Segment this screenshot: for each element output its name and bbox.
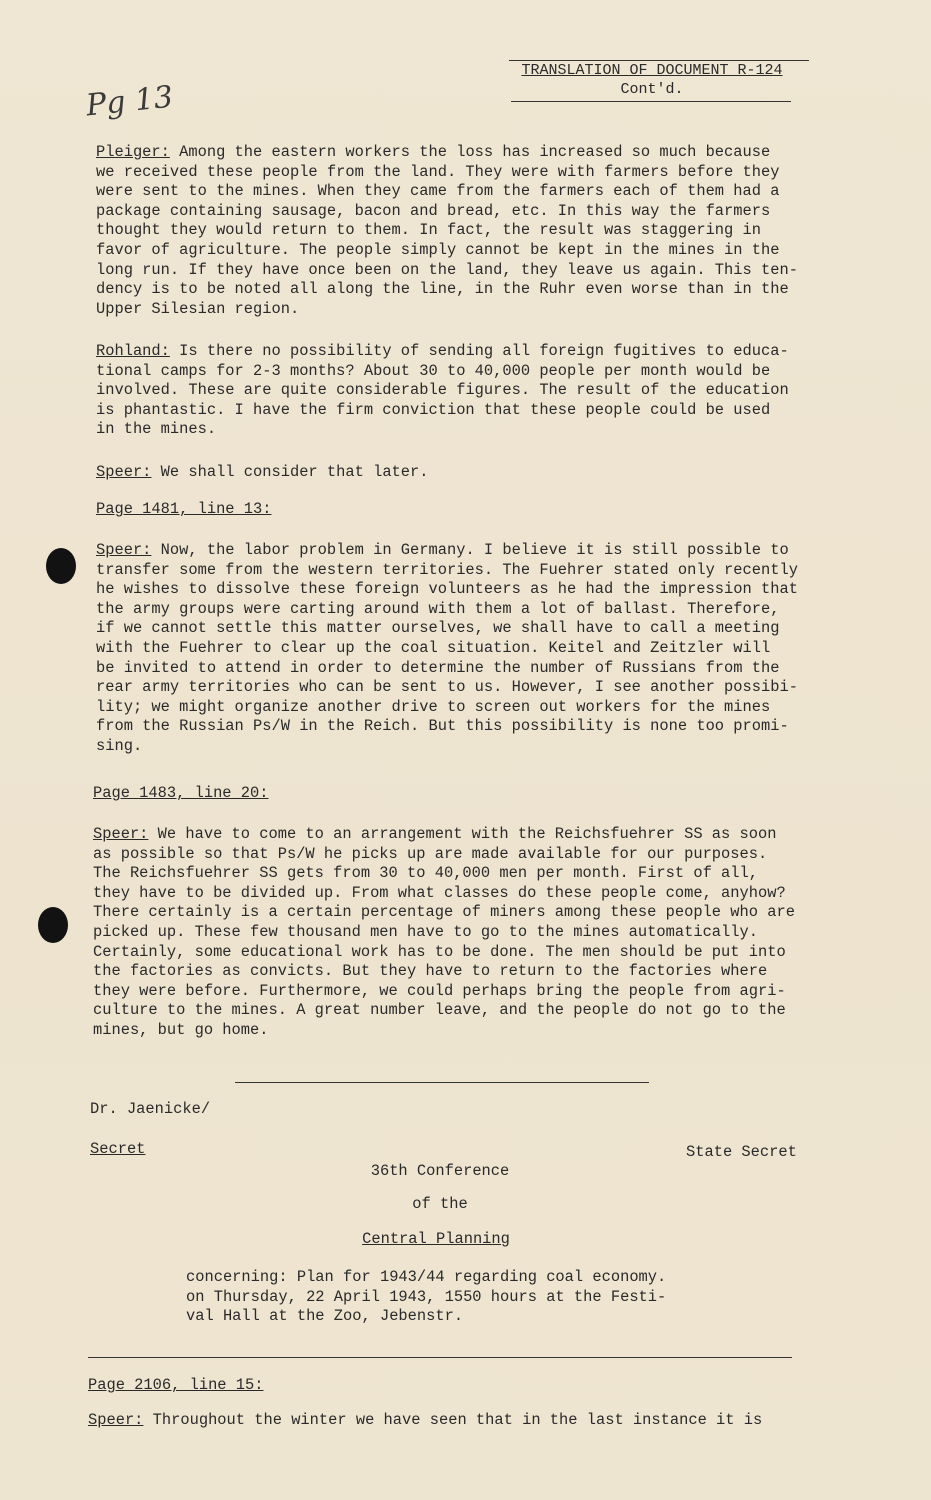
conference-of-the: of the (412, 1195, 468, 1213)
paragraph-text: Now, the labor problem in Germany. I believe it is still possible to transfer some from the western territories. The Fuehrer stated only recently he wishes to dissolve these foreign volunteers as he had the impression that the army groups were carting around with them a lot of ballast. Therefore, if we cannot settle this matter ourselves, we shall have to call a meeting with the Fuehrer to clear up the coal situation. Keitel and Zeitzler will be invited to attend in order to determine the number of Russians from the rear army territories who can be sent to us. However, I see another possibi- lity; we might organize another drive to screen out workers for the mines from the Russian Ps/W in the Reich. But this possibility is none too promi- sing. (96, 541, 798, 755)
punch-hole-bottom (38, 907, 68, 943)
paragraph-text: Is there no possibility of sending all foreign fugitives to educa- tional camps for 2-3 months? About 30 to 40,000 people per month would be involved. These are quite considerable figures. The result of the education is phantastic. I have the firm conviction that these people could be used in the mines. (96, 342, 789, 439)
paragraph-pleiger (96, 143, 856, 319)
paragraph-speer-labor (96, 541, 856, 757)
header-bottom-rule (511, 101, 791, 102)
speaker-label: Speer: (93, 825, 149, 843)
paragraph-text: We shall consider that later. (151, 463, 429, 481)
section-heading-1481: Page 1481, line 13: (96, 500, 272, 518)
speaker-label: Rohland: (96, 342, 170, 360)
document-header (511, 60, 793, 102)
conference-concerning: concerning: Plan for 1943/44 regarding coal economy. on Thursday, 22 April 1943, 1550 hours at the Festi- val Hall at the Zoo, Jebenstr. (186, 1268, 667, 1326)
paragraph-rohland (96, 342, 856, 440)
speaker-label: Speer: (96, 463, 152, 481)
paragraph-speer-reichsfuehrer (93, 825, 853, 1041)
paragraph-text: We have to come to an arrangement with the Reichsfuehrer SS as soon as possible so that Ps/W he picks up are made available for our purposes. The Reichsfuehrer SS gets from 30 to 40,000 men per month. First of all, they have to be divided up. From what classes do these people come, anyhow? There certainly is a certain percentage of miners among these people who are picked up. These few thousand men have to go to the mines automatically. Certainly, some educational work has to be done. The men should be put into the factories as convicts. But they have to return to the factories where they were before. Furthermore, we could perhaps bring the people from agri- culture to the mines. A great number leave, and the people do not go to the mines, but go home. (93, 825, 795, 1039)
conference-central-planning: Central Planning (362, 1230, 510, 1248)
paragraph-text: Among the eastern workers the loss has increased so much because we received these people from the land. They were with farmers before they were sent to the mines. When they came from the farmers each of them had a package containing sausage, bacon and bread, etc. In this way the farmers thought they would return to them. In fact, the result was staggering in favor of agriculture. The people simply cannot be kept in the mines in the long run. If they have once been on the land, they leave us again. This ten- dency is to be noted all along the line, in the Ruhr even worse than in the Upper Silesian region. (96, 143, 798, 318)
paragraph-speer-short (96, 463, 856, 483)
handwritten-page-note: Pg 13 (84, 79, 175, 124)
section-heading-2106: Page 2106, line 15: (88, 1376, 264, 1394)
classification-secret: Secret (90, 1140, 146, 1158)
paragraph-speer-winter (88, 1411, 848, 1431)
speaker-label: Speer: (96, 541, 152, 559)
classification-state-secret: State Secret (686, 1143, 797, 1161)
punch-hole-top (46, 548, 76, 584)
section-divider-long (88, 1357, 792, 1358)
section-divider (235, 1082, 649, 1083)
document-subtitle: Cont'd. (620, 81, 684, 98)
section-heading-1483: Page 1483, line 20: (93, 784, 269, 802)
speaker-label: Speer: (88, 1411, 144, 1429)
signature: Dr. Jaenicke/ (90, 1100, 211, 1118)
speaker-label: Pleiger: (96, 143, 170, 161)
document-title: TRANSLATION OF DOCUMENT R-124 (521, 62, 783, 79)
paragraph-text: Throughout the winter we have seen that in the last instance it is (143, 1411, 763, 1429)
conference-title: 36th Conference (370, 1162, 510, 1180)
